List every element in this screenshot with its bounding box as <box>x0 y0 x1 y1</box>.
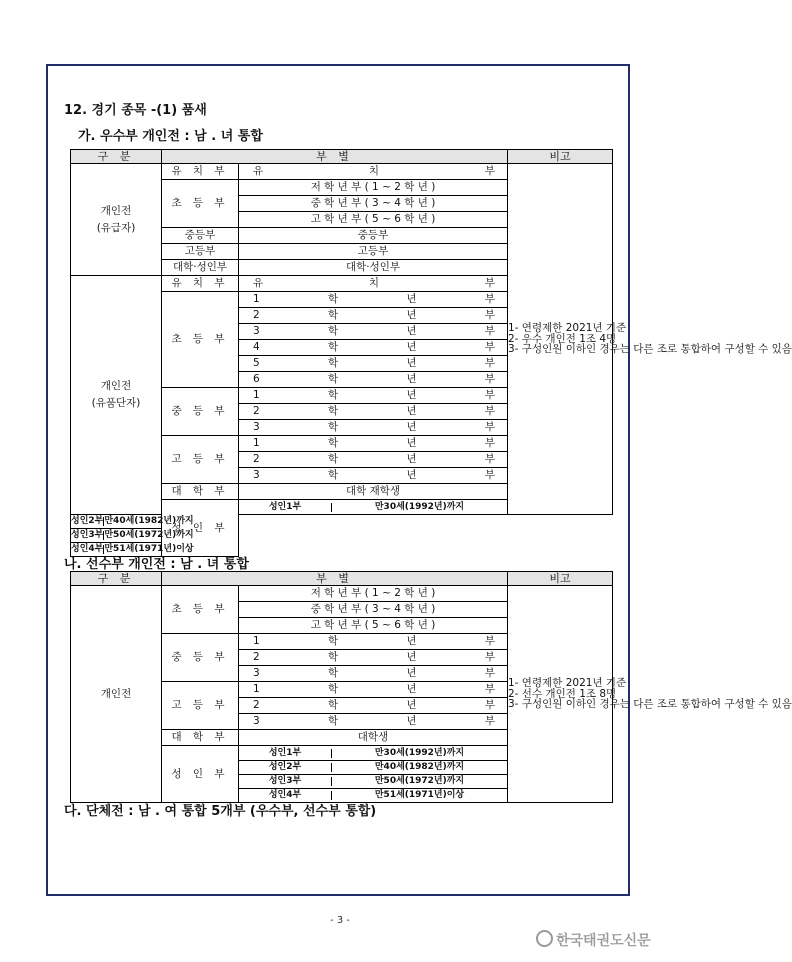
section-heading: 12. 경기 종목 -(1) 품새 <box>64 103 207 118</box>
notes-a: 1- 연령제한 2021년 기준 2- 우수 개인전 1조 4명 3- 구성인원 이하인 경우는 다른 조로 통합하여 구성할 수 있음 <box>508 164 613 515</box>
middle-label: 중등부 <box>162 228 239 244</box>
group-individual: 개인전 <box>71 586 162 803</box>
subheading-c: 다. 단체전 : 남 . 여 통합 5개부 (우수부, 선수부 통합) <box>64 804 377 819</box>
logo-icon <box>536 930 553 947</box>
kinder-detail: 유 치 부 <box>239 164 508 180</box>
table-b <box>70 571 792 803</box>
adult-row: 성인4부 만51세(1971년)이상 <box>71 543 162 557</box>
middle-label: 중 등 부 <box>162 634 239 682</box>
middle-label: 중 등 부 <box>162 388 239 436</box>
header-category: 구 분 <box>71 572 162 586</box>
year-row: 1 학 년 부 <box>239 682 508 698</box>
year-row: 1 학 년 부 <box>239 292 508 308</box>
watermark: 한국태권도신문 <box>536 930 651 950</box>
year-row: 1 학 년 부 <box>239 634 508 650</box>
kinder-detail: 유 치 부 <box>239 276 508 292</box>
high-label: 고등부 <box>162 244 239 260</box>
univ-label: 대 학 부 <box>162 484 239 500</box>
year-row: 2 학 년 부 <box>239 404 508 420</box>
year-row: 2 학 년 부 <box>239 452 508 468</box>
adult-row: 성인2부 만40세(1982년)까지 <box>71 515 162 529</box>
year-row: 3 학 년 부 <box>239 420 508 436</box>
adult-row: 성인1부 만30세(1992년)까지 <box>239 746 508 761</box>
year-row: 3 학 년 부 <box>239 666 508 682</box>
elem-label: 초 등 부 <box>162 586 239 634</box>
univ-label: 대 학 부 <box>162 730 239 746</box>
adult-row: 성인3부 만50세(1972년)까지 <box>239 775 508 789</box>
year-row: 6 학 년 부 <box>239 372 508 388</box>
year-row: 3 학 년 부 <box>239 324 508 340</box>
elem-mid: 중 학 년 부 ( 3 ~ 4 학 년 ) <box>239 602 508 618</box>
header-note: 비고 <box>508 572 613 586</box>
year-row: 2 학 년 부 <box>239 698 508 714</box>
middle-detail: 중등부 <box>239 228 508 244</box>
year-row: 2 학 년 부 <box>239 650 508 666</box>
header-division: 부 별 <box>162 572 508 586</box>
subheading-b: 나. 선수부 개인전 : 남 . 녀 통합 <box>64 557 249 572</box>
year-row: 3 학 년 부 <box>239 468 508 484</box>
header-division: 부 별 <box>162 150 508 164</box>
adult-label: 성 인 부 <box>162 746 239 803</box>
elem-low: 저 학 년 부 ( 1 ~ 2 학 년 ) <box>239 586 508 602</box>
table-a <box>70 149 792 557</box>
adult-row: 성인4부 만51세(1971년)이상 <box>239 789 508 803</box>
high-label: 고 등 부 <box>162 682 239 730</box>
univ-detail: 대학생 <box>239 730 508 746</box>
elem-high: 고 학 년 부 ( 5 ~ 6 학 년 ) <box>239 212 508 228</box>
year-row: 3 학 년 부 <box>239 714 508 730</box>
group-dan: 개인전 (유품단자) <box>71 276 162 515</box>
year-row: 5 학 년 부 <box>239 356 508 372</box>
elem-high: 고 학 년 부 ( 5 ~ 6 학 년 ) <box>239 618 508 634</box>
adult-row: 성인2부 만40세(1982년)까지 <box>239 761 508 775</box>
page-number: - 3 - <box>330 915 350 926</box>
elem-label: 초 등 부 <box>162 180 239 228</box>
univ-label: 대학·성인부 <box>162 260 239 276</box>
group-graded: 개인전 (유급자) <box>71 164 162 276</box>
adult-label: 성 인 부 <box>162 500 239 557</box>
header-note: 비고 <box>508 150 613 164</box>
notes-b: 1- 연령제한 2021년 기준 2- 선수 개인전 1조 8명 3- 구성인원 이하인 경우는 다른 조로 통합하여 구성할 수 있음 <box>508 586 613 803</box>
kinder-label: 유 치 부 <box>162 164 239 180</box>
year-row: 1 학 년 부 <box>239 388 508 404</box>
subheading-a: 가. 우수부 개인전 : 남 . 녀 통합 <box>78 129 263 144</box>
kinder-label: 유 치 부 <box>162 276 239 292</box>
adult-row: 성인3부 만50세(1972년)까지 <box>71 529 162 543</box>
header-category: 구 분 <box>71 150 162 164</box>
elem-label: 초 등 부 <box>162 292 239 388</box>
year-row: 2 학 년 부 <box>239 308 508 324</box>
high-label: 고 등 부 <box>162 436 239 484</box>
univ-detail: 대학·성인부 <box>239 260 508 276</box>
elem-mid: 중 학 년 부 ( 3 ~ 4 학 년 ) <box>239 196 508 212</box>
univ-detail: 대학 재학생 <box>239 484 508 500</box>
year-row: 1 학 년 부 <box>239 436 508 452</box>
adult-row: 성인1부 만30세(1992년)까지 <box>239 500 508 515</box>
elem-low: 저 학 년 부 ( 1 ~ 2 학 년 ) <box>239 180 508 196</box>
high-detail: 고등부 <box>239 244 508 260</box>
year-row: 4 학 년 부 <box>239 340 508 356</box>
